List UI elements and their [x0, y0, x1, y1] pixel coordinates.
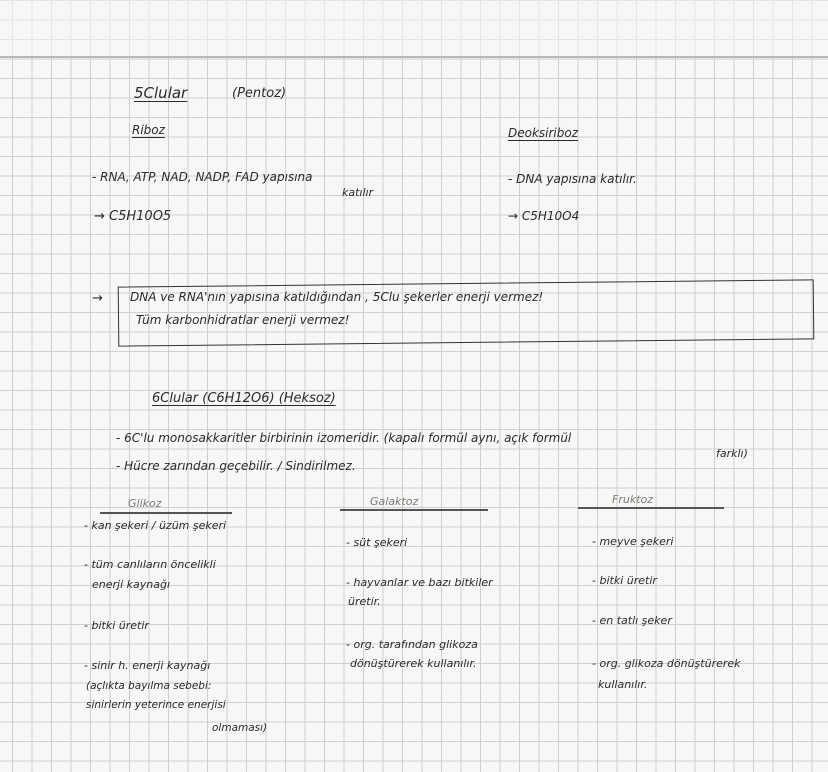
glikoz-heading-rule [100, 512, 232, 514]
page-title: 5Clular [134, 84, 188, 102]
glikoz-item4: - sinir h. enerji kaynağı [84, 659, 211, 672]
riboz-line1-cont: katılır [342, 186, 374, 199]
riboz-heading: Riboz [132, 123, 165, 137]
note-line1: DNA ve RNA'nın yapısına katıldığından , 5Clu şekerler enerji vermez! [130, 290, 544, 304]
fruktoz-item3: - en tatlı şeker [592, 614, 672, 627]
fruktoz-heading: Fruktoz [612, 493, 654, 506]
galaktoz-item2: - hayvanlar ve bazı bitkiler [346, 576, 493, 589]
deoksiriboz-line1: - DNA yapısına katılır. [508, 172, 637, 186]
galaktoz-heading-rule [340, 509, 488, 511]
fruktoz-item4: - org. glikoza dönüştürerek [592, 657, 741, 670]
riboz-line1: - RNA, ATP, NAD, NADP, FAD yapısına [92, 170, 313, 184]
hexoz-bullet2: - Hücre zarından geçebilir. / Sindirilmez. [116, 459, 356, 473]
fruktoz-heading-rule [578, 507, 724, 509]
deoksiriboz-heading: Deoksiriboz [508, 126, 579, 140]
glikoz-item2: - tüm canlıların öncelikli [84, 558, 216, 571]
hexoz-bullet1: - 6C'lu monosakkaritler birbirinin izomeridir. (kapalı formül aynı, açık formül [116, 431, 572, 445]
notebook-top-margin [0, 0, 828, 58]
glikoz-item4-cont1: (açlıkta bayılma sebebi: [86, 680, 212, 692]
galaktoz-item3: - org. tarafından glikoza [346, 638, 478, 651]
fruktoz-item1: - meyve şekeri [592, 535, 674, 548]
fruktoz-item4-cont: kullanılır. [598, 678, 648, 691]
glikoz-item4-cont3: olmaması) [212, 722, 268, 734]
note-arrow: → [92, 291, 103, 306]
riboz-formula: → C5H10O5 [94, 209, 172, 224]
glikoz-item4-cont2: sinirlerin yeterince enerjisi [86, 699, 226, 711]
fruktoz-item2: - bitki üretir [592, 574, 657, 587]
glikoz-item1: - kan şekeri / üzüm şekeri [84, 519, 227, 532]
hexoz-heading: 6Clular (C6H12O6) (Heksoz) [152, 391, 336, 406]
galaktoz-item1: - süt şekeri [346, 536, 408, 549]
galaktoz-item2-cont: üretir. [348, 595, 381, 608]
glikoz-item2-cont: enerji kaynağı [92, 578, 171, 591]
glikoz-item3: - bitki üretir [84, 619, 149, 632]
deoksiriboz-formula: → C5H10O4 [508, 209, 580, 223]
hexoz-bullet1-cont: farklı) [716, 447, 748, 460]
galaktoz-heading: Galaktoz [370, 495, 419, 508]
title-note: (Pentoz) [232, 86, 287, 101]
note-line2: Tüm karbonhidratlar enerji vermez! [136, 313, 350, 327]
glikoz-heading: Glikoz [128, 497, 162, 510]
galaktoz-item3-cont: dönüştürerek kullanılır. [350, 657, 477, 670]
